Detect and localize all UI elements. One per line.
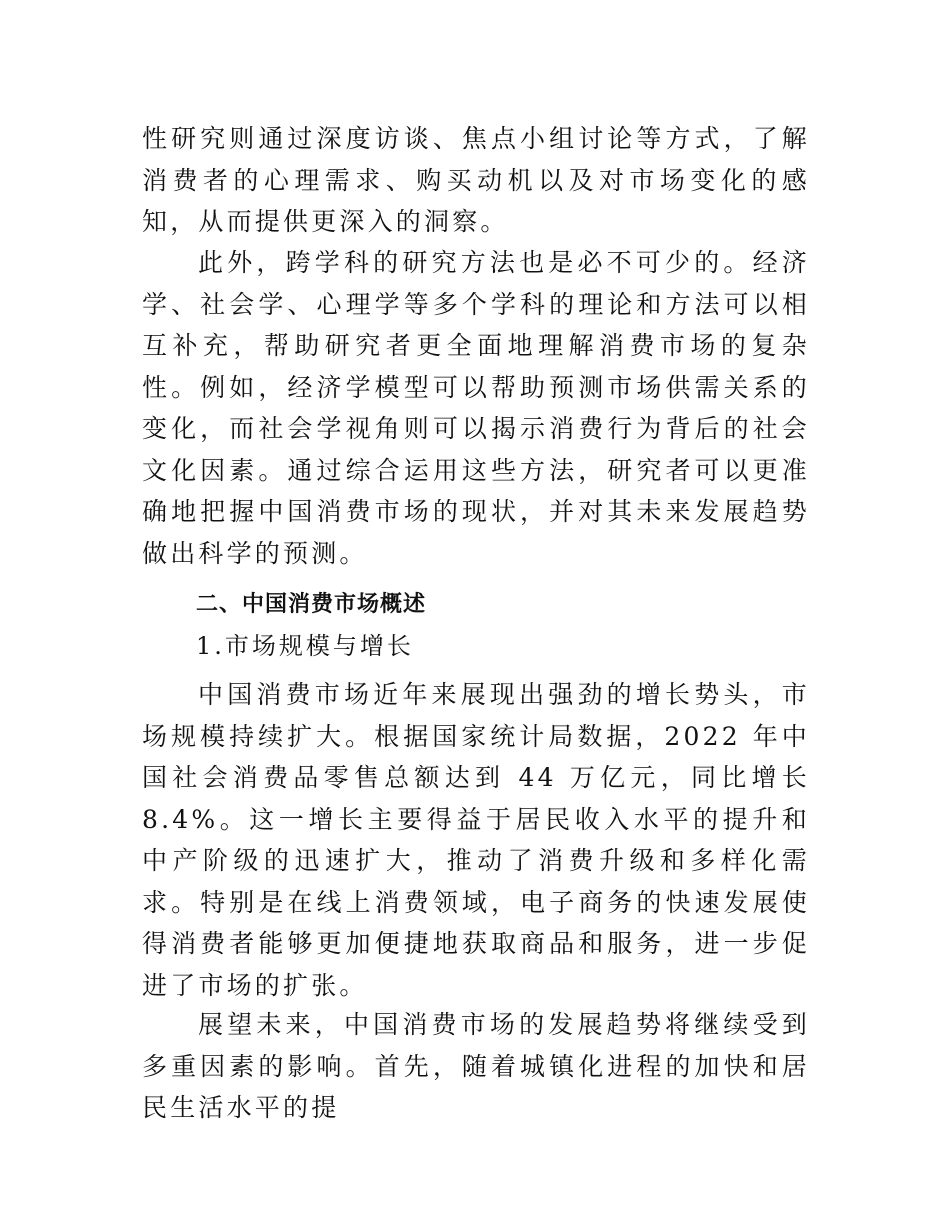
paragraph-continuation: 性研究则通过深度访谈、焦点小组讨论等方式，了解消费者的心理需求、购买动机以及对市场变化的感知，从而提供更深入的洞察。 xyxy=(142,124,810,236)
paragraph-interdisciplinary-methods: 此外，跨学科的研究方法也是必不可少的。经济学、社会学、心理学等多个学科的理论和方法可以相互补充，帮助研究者更全面地理解消费市场的复杂性。例如，经济学模型可以帮助预测市场供需关系的变化，而社会学视角则可以揭示消费行为背后的社会文化因素。通过综合运用这些方法，研究者可以更准确地把握中国消费市场的现状，并对其未来发展趋势做出科学的预测。 xyxy=(142,248,810,568)
subsection-heading: 1.市场规模与增长 xyxy=(196,632,414,660)
paragraph-market-size: 中国消费市场近年来展现出强劲的增长势头，市场规模持续扩大。根据国家统计局数据，2022 年中国社会消费品零售总额达到 44 万亿元，同比增长 8.4%。这一增长主要得益于居民收入水平的提升和中产阶级的迅速扩大，推动了消费升级和多样化需求。特别是在线上消费领域，电子商务的快速发展使得消费者能够更加便捷地获取商品和服务，进一步促进了市场的扩张。 xyxy=(142,680,810,1000)
section-heading: 二、中国消费市场概述 xyxy=(196,592,427,617)
paragraph-outlook: 展望未来，中国消费市场的发展趋势将继续受到多重因素的影响。首先，随着城镇化进程的加快和居民生活水平的提 xyxy=(142,1010,810,1122)
